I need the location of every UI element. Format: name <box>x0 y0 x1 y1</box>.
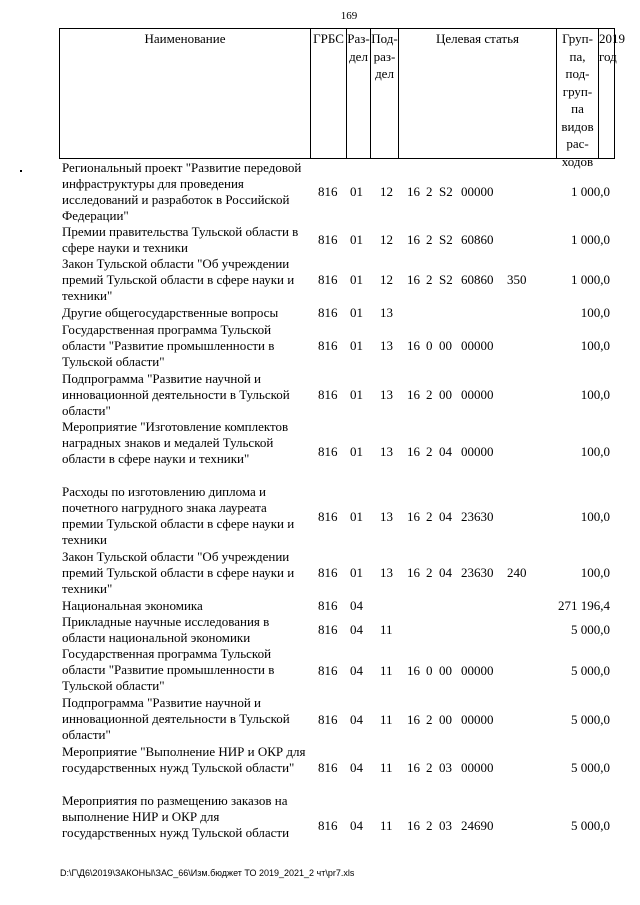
target-event-cell: S2 <box>439 232 453 247</box>
grbs-cell: 816 <box>318 338 338 353</box>
grbs-cell: 816 <box>318 387 338 402</box>
target-direction-cell: 00000 <box>461 184 494 199</box>
razdel-cell: 01 <box>350 565 363 580</box>
target-subprogram-cell: 0 <box>426 338 433 353</box>
target-program-cell: 16 <box>407 760 420 775</box>
target-subprogram-cell: 2 <box>426 760 433 775</box>
row-name: Премии правительства Тульской области в сфере науки и техники <box>62 224 299 255</box>
amount-cell: 100,0 <box>580 565 610 580</box>
row-name: Закон Тульской области "Об учреждении премий Тульской области в сфере науки и техники" <box>62 549 295 596</box>
target-direction-cell: 23630 <box>461 565 494 580</box>
row-name: Мероприятие "Выполнение НИР и ОКР для государственных нужд Тульской области" <box>62 744 306 775</box>
grbs-cell: 816 <box>318 598 338 613</box>
target-event-cell: 04 <box>439 565 452 580</box>
podrazdel-cell: 11 <box>380 760 393 775</box>
razdel-cell: 01 <box>350 509 363 524</box>
target-program-cell: 16 <box>407 509 420 524</box>
target-direction-cell: 00000 <box>461 387 494 402</box>
razdel-cell: 01 <box>350 387 363 402</box>
target-subprogram-cell: 2 <box>426 184 433 199</box>
target-event-cell: 03 <box>439 818 452 833</box>
grbs-cell: 816 <box>318 818 338 833</box>
grbs-cell: 816 <box>318 565 338 580</box>
row-name: Государственная программа Тульской области "Развитие промышленности в Тульской области" <box>62 322 275 369</box>
target-event-cell: 00 <box>439 663 452 678</box>
grbs-cell: 816 <box>318 663 338 678</box>
target-direction-cell: 60860 <box>461 272 494 287</box>
podrazdel-cell: 12 <box>380 184 393 199</box>
podrazdel-cell: 11 <box>380 712 393 727</box>
target-program-cell: 16 <box>407 663 420 678</box>
row-name: Национальная экономика <box>62 598 203 613</box>
header-grbs: ГРБС <box>311 29 347 158</box>
expense-group-cell: 240 <box>507 565 527 580</box>
razdel-cell: 01 <box>350 272 363 287</box>
grbs-cell: 816 <box>318 232 338 247</box>
razdel-cell: 04 <box>350 622 363 637</box>
target-subprogram-cell: 2 <box>426 232 433 247</box>
target-direction-cell: 00000 <box>461 760 494 775</box>
header-name: Наименование <box>60 29 311 158</box>
target-direction-cell: 23630 <box>461 509 494 524</box>
row-name: Подпрограмма "Развитие научной и инновационной деятельности в Тульской области" <box>62 371 290 418</box>
target-direction-cell: 24690 <box>461 818 494 833</box>
file-path-footer: D:\Г\Д6\2019\ЗАКОНЫ\ЗАС_66\Изм.бюджет ТО 2019_2021_2 чт\pr7.xls <box>60 868 355 878</box>
razdel-cell: 04 <box>350 598 363 613</box>
amount-cell: 5 000,0 <box>571 760 610 775</box>
header-expense-group: Груп- па, под- груп- па видов рас- ходов <box>557 29 599 158</box>
podrazdel-cell: 13 <box>380 305 393 320</box>
amount-cell: 5 000,0 <box>571 663 610 678</box>
amount-cell: 5 000,0 <box>571 818 610 833</box>
target-subprogram-cell: 2 <box>426 509 433 524</box>
amount-cell: 271 196,4 <box>558 598 610 613</box>
target-direction-cell: 00000 <box>461 712 494 727</box>
target-subprogram-cell: 2 <box>426 565 433 580</box>
target-program-cell: 16 <box>407 232 420 247</box>
target-direction-cell: 00000 <box>461 663 494 678</box>
target-subprogram-cell: 2 <box>426 387 433 402</box>
target-program-cell: 16 <box>407 387 420 402</box>
amount-cell: 1 000,0 <box>571 232 610 247</box>
podrazdel-cell: 13 <box>380 387 393 402</box>
target-event-cell: S2 <box>439 184 453 199</box>
row-name: Другие общегосударственные вопросы <box>62 305 279 320</box>
grbs-cell: 816 <box>318 622 338 637</box>
scan-speck <box>20 170 22 172</box>
amount-cell: 1 000,0 <box>571 184 610 199</box>
podrazdel-cell: 11 <box>380 622 393 637</box>
podrazdel-cell: 12 <box>380 232 393 247</box>
target-program-cell: 16 <box>407 444 420 459</box>
target-event-cell: 00 <box>439 387 452 402</box>
amount-cell: 5 000,0 <box>571 622 610 637</box>
row-name: Расходы по изготовлению диплома и почетного нагрудного знака лауреата премии Тульской области в сфере науки и техники <box>62 484 295 547</box>
target-event-cell: S2 <box>439 272 453 287</box>
razdel-cell: 01 <box>350 444 363 459</box>
target-event-cell: 00 <box>439 338 452 353</box>
header-target-article: Целевая статья <box>399 29 557 158</box>
grbs-cell: 816 <box>318 509 338 524</box>
target-event-cell: 00 <box>439 712 452 727</box>
podrazdel-cell: 11 <box>380 663 393 678</box>
razdel-cell: 04 <box>350 760 363 775</box>
target-subprogram-cell: 2 <box>426 444 433 459</box>
header-razdel: Раз- дел <box>347 29 371 158</box>
podrazdel-cell: 13 <box>380 509 393 524</box>
target-subprogram-cell: 2 <box>426 818 433 833</box>
amount-cell: 5 000,0 <box>571 712 610 727</box>
row-name: Прикладные научные исследования в области национальной экономики <box>62 614 270 645</box>
expense-group-cell: 350 <box>507 272 527 287</box>
amount-cell: 100,0 <box>580 387 610 402</box>
razdel-cell: 01 <box>350 305 363 320</box>
row-name: Мероприятия по размещению заказов на выполнение НИР и ОКР для государственных нужд Тульской области <box>62 793 290 840</box>
target-direction-cell: 60860 <box>461 232 494 247</box>
grbs-cell: 816 <box>318 184 338 199</box>
row-name: Региональный проект "Развитие передовой инфраструктуры для проведения исследований и разработок в Российской Федерации" <box>62 160 302 223</box>
podrazdel-cell: 13 <box>380 565 393 580</box>
grbs-cell: 816 <box>318 712 338 727</box>
grbs-cell: 816 <box>318 272 338 287</box>
row-name: Мероприятие "Изготовление комплектов наградных знаков и медалей Тульской области в сфере науки и техники" <box>62 419 289 466</box>
razdel-cell: 04 <box>350 818 363 833</box>
podrazdel-cell: 12 <box>380 272 393 287</box>
amount-cell: 100,0 <box>580 305 610 320</box>
target-event-cell: 03 <box>439 760 452 775</box>
target-direction-cell: 00000 <box>461 444 494 459</box>
target-subprogram-cell: 2 <box>426 712 433 727</box>
target-program-cell: 16 <box>407 184 420 199</box>
page-number: 169 <box>340 10 358 22</box>
target-subprogram-cell: 0 <box>426 663 433 678</box>
razdel-cell: 04 <box>350 712 363 727</box>
target-subprogram-cell: 2 <box>426 272 433 287</box>
target-program-cell: 16 <box>407 565 420 580</box>
podrazdel-cell: 13 <box>380 338 393 353</box>
row-name: Закон Тульской области "Об учреждении премий Тульской области в сфере науки и техники" <box>62 256 295 303</box>
amount-cell: 100,0 <box>580 444 610 459</box>
header-year: 2019 год <box>599 31 625 64</box>
target-event-cell: 04 <box>439 509 452 524</box>
amount-cell: 100,0 <box>580 509 610 524</box>
target-program-cell: 16 <box>407 272 420 287</box>
row-name: Подпрограмма "Развитие научной и инновационной деятельности в Тульской области" <box>62 695 290 742</box>
grbs-cell: 816 <box>318 305 338 320</box>
podrazdel-cell: 11 <box>380 818 393 833</box>
grbs-cell: 816 <box>318 444 338 459</box>
amount-cell: 100,0 <box>580 338 610 353</box>
table-header <box>59 28 625 169</box>
target-program-cell: 16 <box>407 712 420 727</box>
target-program-cell: 16 <box>407 818 420 833</box>
podrazdel-cell: 13 <box>380 444 393 459</box>
target-direction-cell: 00000 <box>461 338 494 353</box>
header-podrazdel: Под- раз- дел <box>371 29 399 158</box>
razdel-cell: 04 <box>350 663 363 678</box>
row-name: Государственная программа Тульской области "Развитие промышленности в Тульской области" <box>62 646 275 693</box>
razdel-cell: 01 <box>350 184 363 199</box>
target-program-cell: 16 <box>407 338 420 353</box>
amount-cell: 1 000,0 <box>571 272 610 287</box>
razdel-cell: 01 <box>350 232 363 247</box>
target-event-cell: 04 <box>439 444 452 459</box>
razdel-cell: 01 <box>350 338 363 353</box>
grbs-cell: 816 <box>318 760 338 775</box>
